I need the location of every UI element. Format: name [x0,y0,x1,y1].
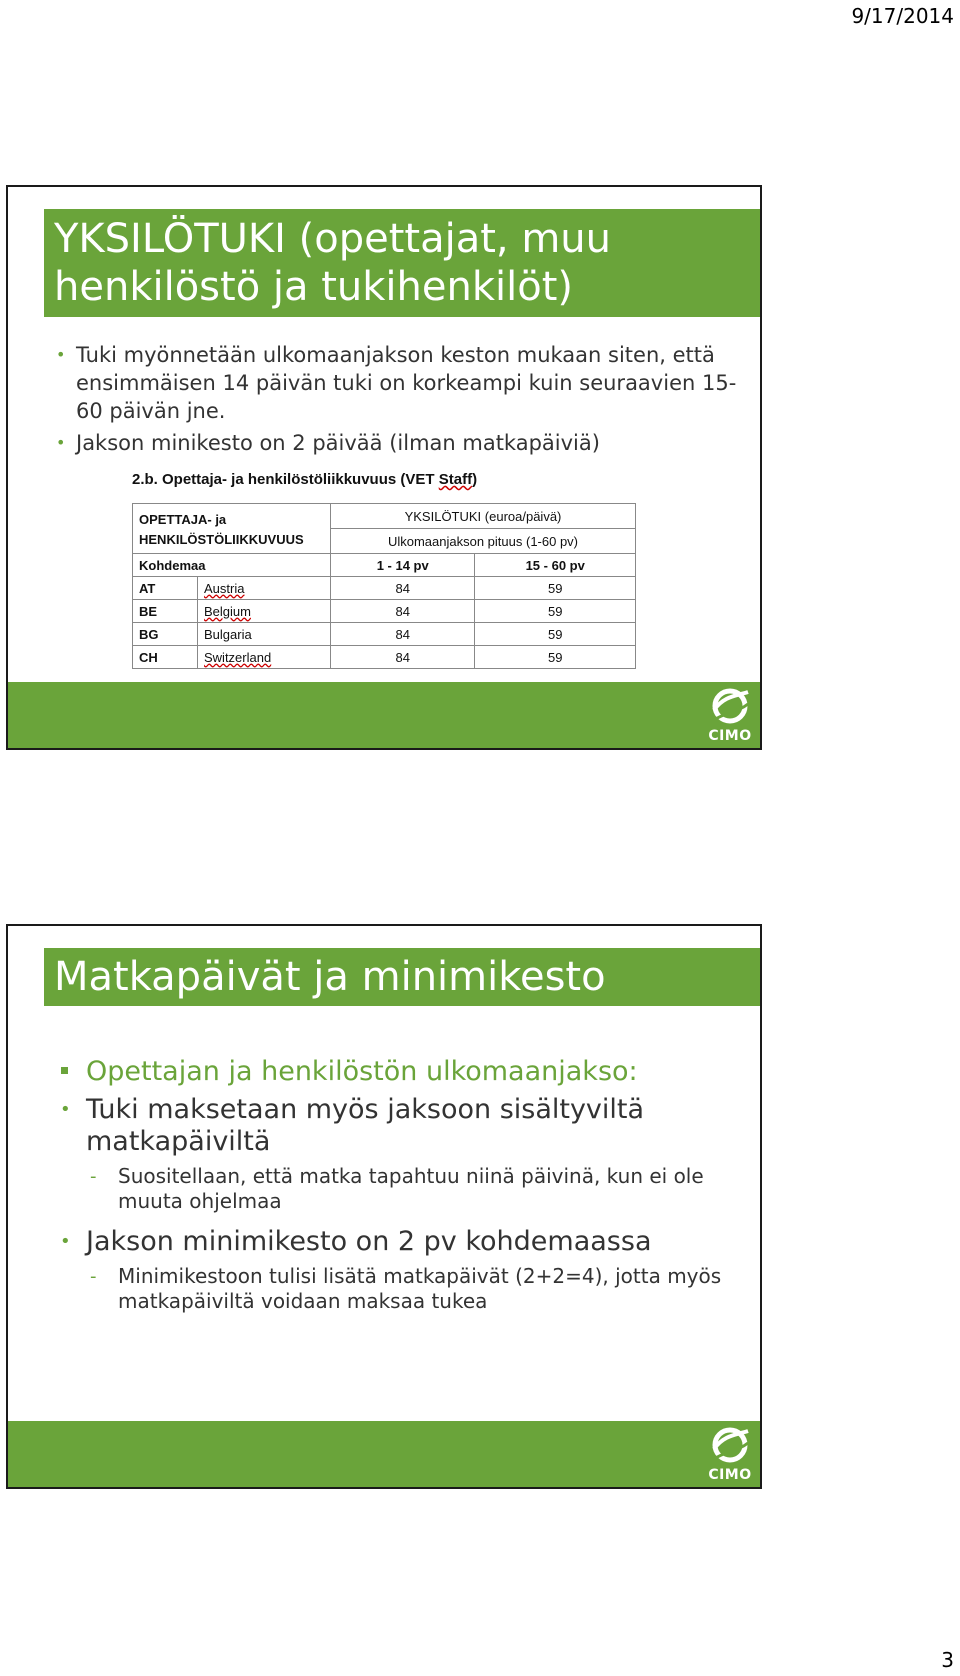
dash-bullet-icon: - [90,1166,97,1187]
list-item: • Jakson minikesto on 2 päivää (ilman matkapäiviä) [56,431,600,455]
logo-text: CIMO [708,1467,752,1483]
table-row: BG Bulgaria 84 59 [133,623,636,646]
country-header: Kohdemaa [133,554,331,577]
bullet-dot-icon: • [60,1099,71,1120]
list-heading: Opettajan ja henkilöstön ulkomaanjakso: [56,1056,756,1088]
grant-table [132,503,636,669]
bullet-dot-icon: • [56,345,66,364]
logo-text: CIMO [708,728,752,744]
list-subitem: - Minimikestoon tulisi lisätä matkapäivät (2+2=4), jotta myös matkapäiviltä voidaan maksaa tukea [90,1264,722,1313]
table-row: CH Switzerland 84 59 [133,646,636,669]
slide-yksilotuki [6,185,762,750]
list-item: • Tuki maksetaan myös jaksoon sisältyviltä matkapäiviltä [60,1094,645,1157]
list-subitem: - Suositellaan, että matka tapahtuu niinä päivinä, kun ei ole muuta ohjelmaa [90,1164,704,1213]
square-bullet-icon [61,1067,68,1074]
column-header-1-14: 1 - 14 pv [331,554,475,577]
list-item: • Tuki myönnetään ulkomaanjakson keston mukaan siten, että ensimmäisen 14 päivän tuki on korkeampi kuin seuraavien 15-60 päivän jne. [56,343,737,423]
table-caption: 2.b. Opettaja- ja henkilöstöliikkuvuus (VET Staff) [132,471,478,488]
page-date: 9/17/2014 [851,4,954,28]
slide-title: YKSILÖTUKI (opettajat, muu henkilöstö ja tukihenkilöt) [44,209,760,317]
bullet-dot-icon: • [60,1231,71,1252]
bullet-list [52,341,752,461]
slide-matkapaivat [6,924,762,1489]
bullet-list [56,1056,756,1326]
table-row: BE Belgium 84 59 [133,600,636,623]
dash-bullet-icon: - [90,1266,97,1287]
slide-title: Matkapäivät ja minimikesto [44,948,760,1006]
table-row: AT Austria 84 59 [133,577,636,600]
grant-table-image [118,465,678,683]
cimo-logo-icon [708,686,752,744]
table-corner-header: OPETTAJA- ja HENKILÖSTÖLIIKKUVUUS [133,504,331,554]
cimo-logo-icon [708,1425,752,1483]
slide-footer [8,1421,760,1487]
group-header: YKSILÖTUKI (euroa/päivä) [331,504,636,529]
bullet-dot-icon: • [56,433,66,452]
slide-footer [8,682,760,748]
sub-header: Ulkomaanjakson pituus (1-60 pv) [331,529,636,554]
list-item: • Jakson minimikesto on 2 pv kohdemaassa [60,1226,652,1257]
column-header-15-60: 15 - 60 pv [475,554,636,577]
page-number: 3 [941,1648,954,1672]
